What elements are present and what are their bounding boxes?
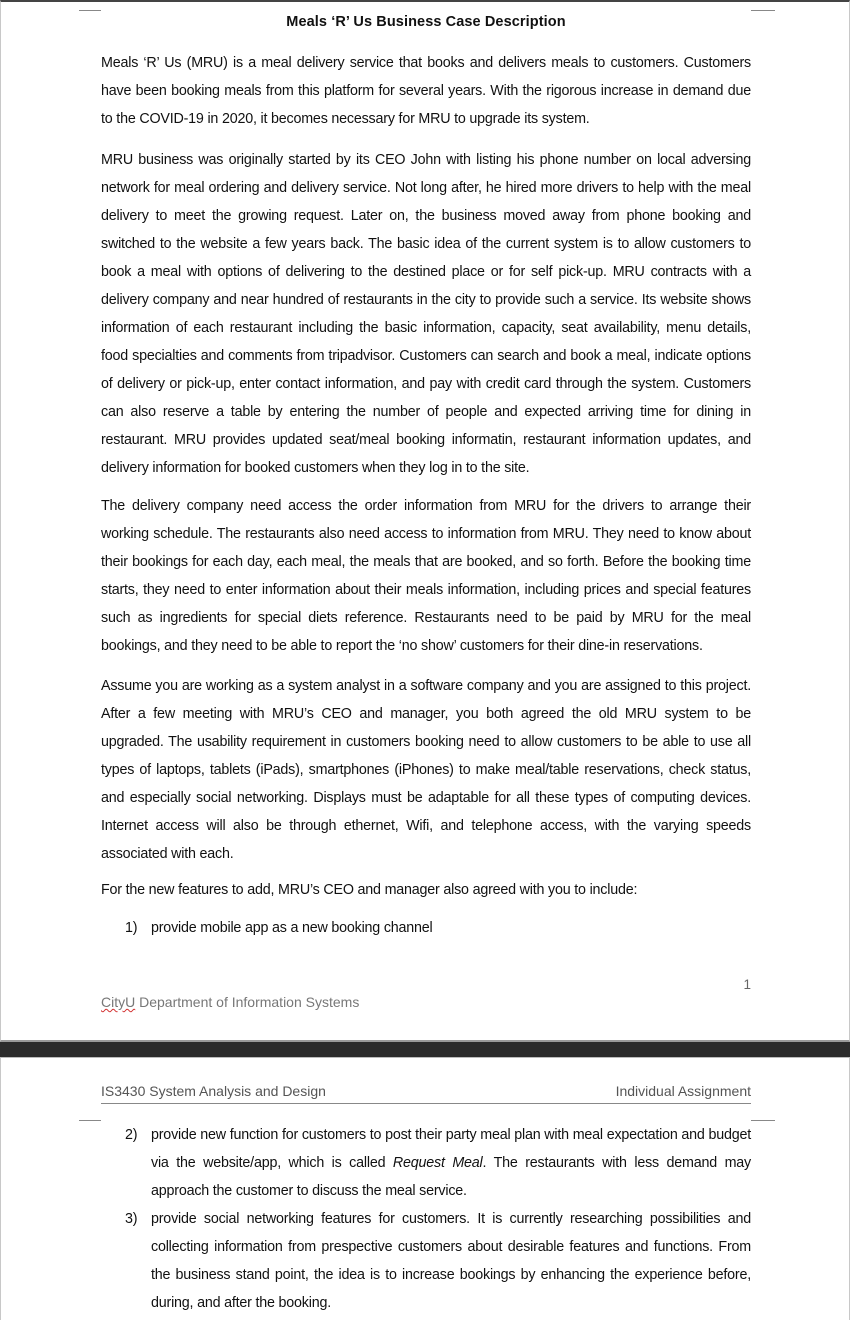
list-text: provide social networking features for customers. It is currently researching possibilities and collecting information from prespective customers about desirable features and functions. From the business stand point, the idea is to increase bookings by enhancing the experience before, during, and after the booking.	[151, 1211, 751, 1311]
footer-org: CityU	[101, 994, 136, 1010]
header-course: IS3430 System Analysis and Design	[101, 1083, 326, 1099]
list-text: provide mobile app as a new booking channel	[151, 920, 433, 936]
page-header	[101, 1083, 751, 1104]
crop-mark-left	[79, 1120, 101, 1121]
list-item	[125, 914, 751, 942]
paragraph-features-intro: For the new features to add, MRU’s CEO and manager also agreed with you to include:	[101, 882, 638, 898]
paragraph-stakeholders: The delivery company need access the order information from MRU for the drivers to arrange their working schedule. The restaurants also need access to information from MRU. They need to know about their bookings for each day, each meal, the meals that are booked, and so forth. Before the booking time starts, they need to enter information about their meals information, including prices and special features such as ingredients for special diets reference. Restaurants need to be paid by MRU for the meal bookings, and they need to be able to report the ‘no show’ customers for their dine-in reservations.	[101, 498, 751, 654]
crop-mark-right	[751, 10, 775, 11]
page-separator	[0, 1042, 850, 1057]
list-item	[125, 1121, 751, 1205]
document-title: Meals ‘R’ Us Business Case Description	[286, 14, 566, 30]
list-text-part: . The restaurants with less demand may approach the customer to discuss the meal service.	[151, 1155, 751, 1199]
paragraph-background: MRU business was originally started by its CEO John with listing his phone number on local adversing network for meal ordering and delivery service. Not long after, he hired more drivers to help with the meal delivery to meet the growing request. Later on, the business moved away from phone booking and switched to the website a few years back. The basic idea of the current system is to allow customers to book a meal with options of delivering to the destined place or for self pick-up. MRU contracts with a delivery company and near hundred of restaurants in the city to provide such a service. Its website shows information of each restaurant including the basic information, capacity, seat availability, menu details, food specialties and comments from tripadvisor. Customers can search and book a meal, indicate options of delivery or pick-up, enter contact information, and pay with credit card through the system. Customers can also reserve a table by entering the number of people and expected arriving time for dining in restaurant. MRU provides updated seat/meal booking informatin, restaurant information updates, and delivery information for booked customers when they log in to the site.	[101, 152, 751, 476]
page-footer	[101, 994, 359, 1010]
crop-mark-left	[79, 10, 101, 11]
list-number: 1)	[125, 920, 138, 936]
request-meal-term: Request Meal	[392, 1155, 483, 1171]
list-text	[151, 1121, 751, 1205]
list-item	[125, 1205, 751, 1317]
footer-department: Department of Information Systems	[135, 994, 360, 1010]
crop-mark-right	[751, 1120, 775, 1121]
list-number: 2)	[125, 1127, 138, 1143]
page-number: 1	[743, 977, 751, 992]
header-assignment: Individual Assignment	[615, 1083, 751, 1099]
paragraph-assumption: Assume you are working as a system analyst in a software company and you are assigned to this project. After a few meeting with MRU’s CEO and manager, you both agreed the old MRU system to be upgraded. The usability requirement in customers booking need to allow customers to be able to use all types of laptops, tablets (iPads), smartphones (iPhones) to make meal/table reservations, check status, and especially social networking. Displays must be adaptable for all these types of computing devices. Internet access will also be through ethernet, Wifi, and telephone access, with the varying speeds associated with each.	[101, 678, 751, 862]
list-text-part: provide new function for customers to post their party meal plan with meal expectation and budget via the website/app, which is called	[151, 1127, 751, 1171]
list-number: 3)	[125, 1211, 138, 1227]
paragraph-intro: Meals ‘R’ Us (MRU) is a meal delivery service that books and delivers meals to customers. Customers have been booking meals from this platform for several years. With the rigorous increase in demand due to the COVID-19 in 2020, it becomes necessary for MRU to upgrade its system.	[101, 55, 751, 127]
document-page-2	[0, 1057, 850, 1320]
